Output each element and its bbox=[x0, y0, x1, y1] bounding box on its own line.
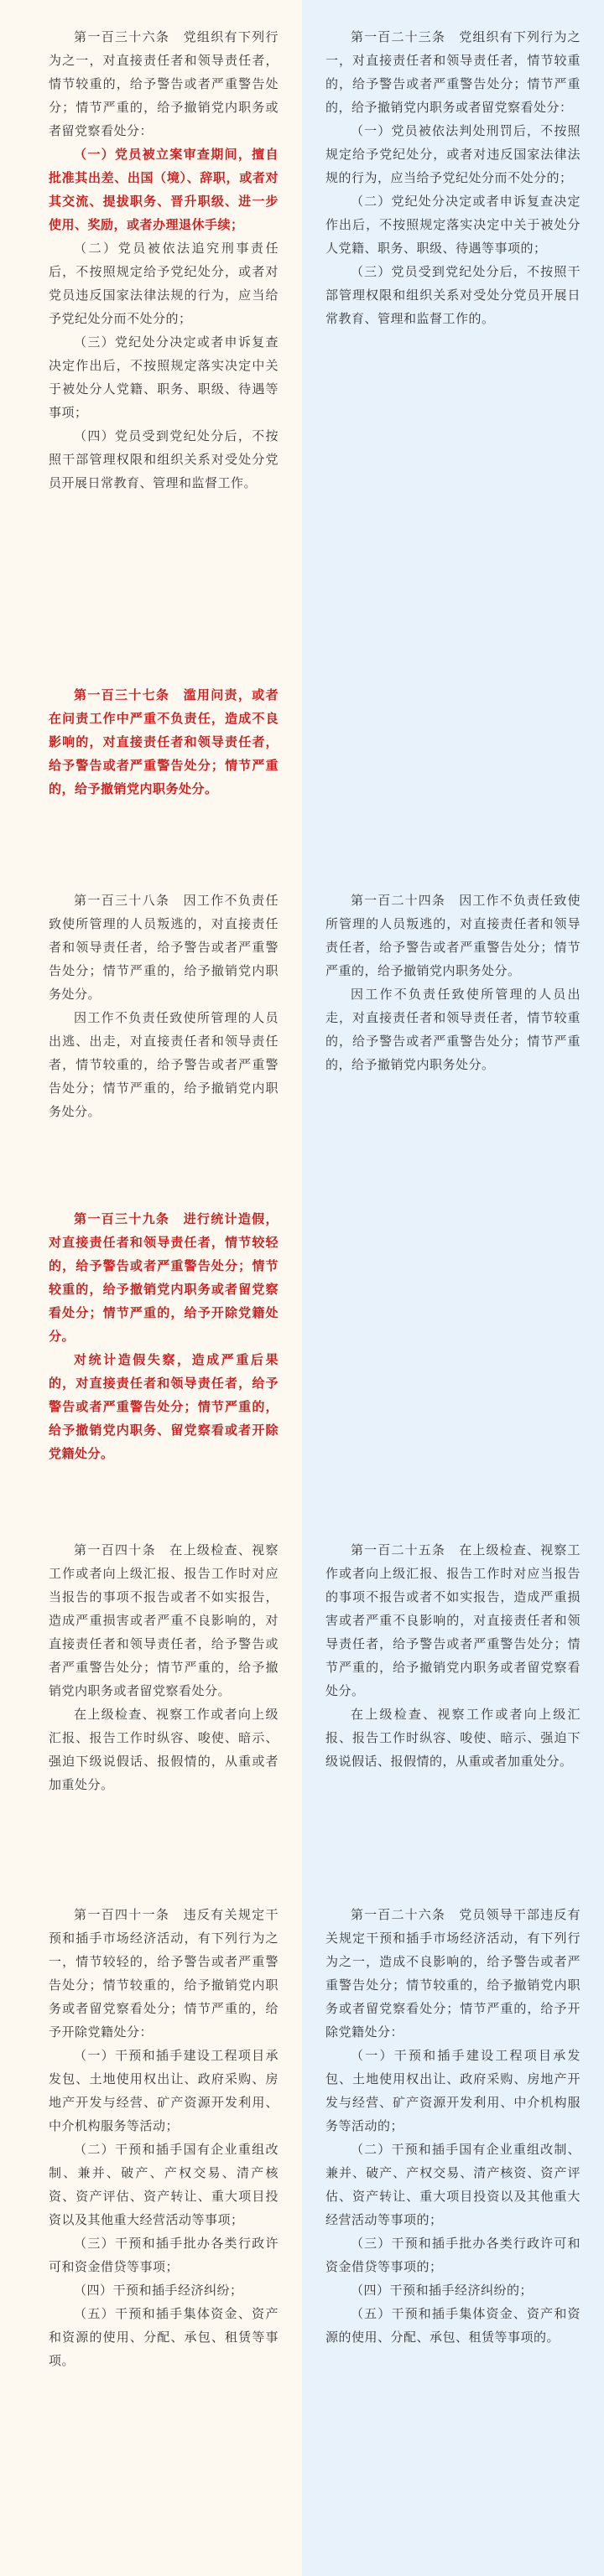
left-article-paragraph: （二）干预和插手国有企业重组改制、兼并、破产、产权交易、清产核资、资产评估、资产转让、重大项目投资以及其他重大经营活动等事项； bbox=[49, 2142, 279, 2227]
right-article-paragraph: （三）干预和插手批办各类行政许可和资金借贷等事项的； bbox=[325, 2236, 581, 2274]
left-article-paragraph: 第一百三十七条 滥用问责，或者在问责工作中严重不负责任，造成不良影响的，对直接责任者和领导责任者，给予警告或者严重警告处分；情节严重的，给予撤销党内职务处分。 bbox=[49, 687, 279, 796]
right-article-paragraph: （二）干预和插手国有企业重组改制、兼并、破产、产权交易、清产核资、资产评估、资产转让、重大项目投资以及其他重大经营活动等事项的； bbox=[325, 2142, 581, 2227]
left-article-paragraph: 第一百四十条 在上级检查、视察工作或者向上级汇报、报告工作时对应当报告的事项不报告或者不如实报告，造成严重损害或者严重不良影响的，对直接责任者和领导责任者，给予警告或者严重警告处分；情节严重的，给予撤销党内职务或者留党察看处分。 bbox=[49, 1542, 279, 1698]
right-article-paragraph: （三）党员受到党纪处分后，不按照干部管理权限和组织关系对受处分党员开展日常教育、管理和监督工作的。 bbox=[325, 264, 581, 326]
right-article-paragraph: 因工作不负责任致使所管理的人员出走，对直接责任者和领导责任者，情节较重的，给予警告或者严重警告处分；情节严重的，给予撤销党内职务处分。 bbox=[325, 987, 581, 1072]
left-article-paragraph: （一）干预和插手建设工程项目承发包、土地使用权出让、政府采购、房地产开发与经营、矿产资源开发利用、中介机构服务等活动； bbox=[49, 2048, 279, 2133]
right-section-6 bbox=[325, 1903, 581, 2349]
right-article-paragraph: （一）党员被依法判处刑罚后，不按照规定给予党纪处分，或者对违反国家法律法规的行为，应当给予党纪处分而不处分的； bbox=[325, 123, 581, 185]
left-article-paragraph: （三）党纪处分决定或者申诉复查决定作出后，不按照规定落实决定中关于被处分人党籍、职务、职级、待遇等事项； bbox=[49, 334, 279, 420]
right-article-paragraph: （一）干预和插手建设工程项目承发包、土地使用权出让、政府采购、房地产开发与经营、矿产资源开发利用、中介机构服务等活动的； bbox=[325, 2048, 581, 2133]
right-column-old-version bbox=[302, 0, 604, 2576]
left-article-paragraph: 第一百三十九条 进行统计造假，对直接责任者和领导责任者，情节较轻的，给予警告或者严重警告处分；情节较重的，给予撤销党内职务或者留党察看处分；情节严重的，给予开除党籍处分。 bbox=[49, 1211, 279, 1344]
right-section-5 bbox=[325, 1538, 581, 1773]
right-article-paragraph: （二）党纪处分决定或者申诉复查决定作出后，不按照规定落实决定中关于被处分人党籍、职务、职级、待遇等事项的； bbox=[325, 194, 581, 256]
right-article-paragraph: 第一百二十四条 因工作不负责任致使所管理的人员叛逃的，对直接责任者和领导责任者，给予警告或者严重警告处分；情节严重的，给予撤销党内职务处分。 bbox=[325, 893, 581, 978]
left-section-3 bbox=[49, 889, 279, 1123]
left-section-2 bbox=[49, 683, 279, 801]
left-article-paragraph: （一）党员被立案审查期间，擅自批准其出差、出国（境）、辞职，或者对其交流、提拔职务、晋升职级、进一步使用、奖励，或者办理退休手续； bbox=[49, 147, 279, 232]
left-article-paragraph: （四）党员受到党纪处分后，不按照干部管理权限和组织关系对受处分党员开展日常教育、管理和监督工作。 bbox=[49, 428, 279, 490]
left-article-paragraph: （五）干预和插手集体资金、资产和资源的使用、分配、承包、租赁等事项。 bbox=[49, 2306, 279, 2368]
left-section-1 bbox=[49, 25, 279, 495]
right-article-paragraph: 第一百二十六条 党员领导干部违反有关规定干预和插手市场经济活动，有下列行为之一，造成不良影响的，给予警告或者严重警告处分；情节较重的，给予撤销党内职务或者留党察看处分；情节严重的，给予开除党籍处分： bbox=[325, 1907, 581, 2040]
left-section-5 bbox=[49, 1538, 279, 1796]
right-section-3 bbox=[325, 889, 581, 1076]
left-section-6 bbox=[49, 1903, 279, 2372]
left-article-paragraph: 第一百三十八条 因工作不负责任致使所管理的人员叛逃的，对直接责任者和领导责任者，给予警告或者严重警告处分；情节严重的，给予撤销党内职务处分。 bbox=[49, 893, 279, 1002]
left-article-paragraph: 第一百三十六条 党组织有下列行为之一，对直接责任者和领导责任者，情节较重的，给予警告或者严重警告处分；情节严重的，给予撤销党内职务或者留党察看处分： bbox=[49, 29, 279, 138]
right-article-paragraph: （四）干预和插手经济纠纷的； bbox=[351, 2283, 534, 2298]
left-article-paragraph: （二）党员被依法追究刑事责任后，不按照规定给予党纪处分，或者对党员违反国家法律法规的行为，应当给予党纪处分而不处分的； bbox=[49, 241, 279, 326]
left-article-paragraph: （三）干预和插手批办各类行政许可和资金借贷等事项； bbox=[49, 2236, 279, 2274]
left-article-paragraph: 在上级检查、视察工作或者向上级汇报、报告工作时纵容、唆使、暗示、强迫下级说假话、报假情的，从重或者加重处分。 bbox=[49, 1707, 279, 1792]
left-article-paragraph: 第一百四十一条 违反有关规定干预和插手市场经济活动，有下列行为之一，情节较轻的，给予警告或者严重警告处分；情节较重的，给予撤销党内职务或者留党察看处分；情节严重的，给予开除党籍处分： bbox=[49, 1907, 279, 2040]
right-article-paragraph: 在上级检查、视察工作或者向上级汇报、报告工作时纵容、唆使、暗示、强迫下级说假话、报假情的，从重或者加重处分。 bbox=[325, 1707, 581, 1769]
left-article-paragraph: 因工作不负责任致使所管理的人员出逃、出走，对直接责任者和领导责任者，情节较重的，给予警告或者严重警告处分；情节严重的，给予撤销党内职务处分。 bbox=[49, 1010, 279, 1119]
right-section-1 bbox=[325, 25, 581, 330]
right-article-paragraph: （五）干预和插手集体资金、资产和资源的使用、分配、承包、租赁等事项的。 bbox=[325, 2306, 581, 2345]
left-article-paragraph: （四）干预和插手经济纠纷； bbox=[74, 2283, 243, 2298]
left-article-paragraph: 对统计造假失察，造成严重后果的，对直接责任者和领导责任者，给予警告或者严重警告处分；情节严重的，给予撤销党内职务、留党察看或者开除党籍处分。 bbox=[49, 1352, 279, 1461]
right-article-paragraph: 第一百二十三条 党组织有下列行为之一，对直接责任者和领导责任者，情节较重的，给予警告或者严重警告处分；情节严重的，给予撤销党内职务或者留党察看处分： bbox=[325, 29, 581, 115]
right-article-paragraph: 第一百二十五条 在上级检查、视察工作或者向上级汇报、报告工作时对应当报告的事项不报告或者不如实报告，造成严重损害或者严重不良影响的，对直接责任者和领导责任者，给予警告或者严重警告处分；情节严重的，给予撤销党内职务或者留党察看处分。 bbox=[325, 1542, 581, 1698]
left-section-4 bbox=[49, 1207, 279, 1465]
